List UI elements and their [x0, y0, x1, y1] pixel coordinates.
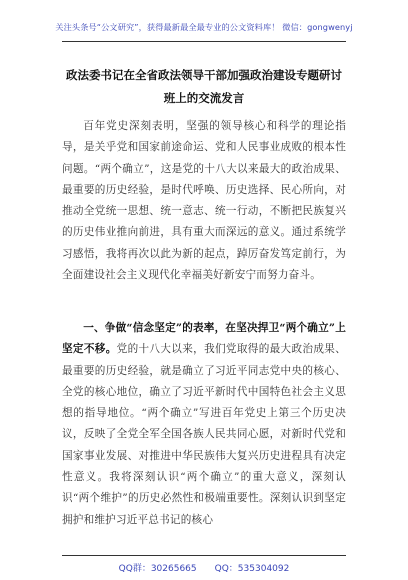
paragraph-section-1	[62, 318, 346, 531]
footer-divider	[62, 555, 346, 556]
section-1-heading: 一、争做“信念坚定”的表率，在坚决捍卫“两个确立”上坚定不移。	[62, 322, 346, 356]
paragraph-intro: 百年党史深刻表明，坚强的领导核心和科学的理论指导，是关乎党和国家前途命运、党和人民事业成败的根本性问题。“两个确立”，这是党的十八大以来最大的政治成果、最重要的历史经验，是时代呼唤、历史选择、民心所向，对推动全党统一思想、统一意志、统一行动，不断把民族复兴的历史伟业推向前进，具有重大而深远的意义。通过系统学习感悟，我将再次以此为新的起点，踔厉奋发笃定前行，为全面建设社会主义现代化幸福美好新安宁而努力奋斗。	[62, 120, 346, 282]
footer-qq: QQ：535304092	[214, 564, 290, 574]
header-banner: 关注头条号“公文研究”，获得最新最全最专业的公文资料库！ 微信：gongwenyj	[55, 22, 353, 32]
footer	[0, 561, 408, 574]
section-1-body: 党的十八大以来，我们党取得的最大政治成果、最重要的历史经验，就是确立了习近平同志党中央的核心、全党的核心地位，确立了习近平新时代中国特色社会主义思想的指导地位。“两个确立”写进百年党史上第三个历史决议，反映了全党全军全国各族人民共同心愿，对新时代党和国家事业发展、对推进中华民族伟大复兴历史进程具有决定性意义。我将深刻认识“两个确立”的重大意义，深刻认识“两个维护”的历史必然性和极端重要性。深刻认识到坚定拥护和维护习近平总书记的核心	[62, 343, 346, 526]
footer-qq-group: QQ群：30265665	[118, 564, 197, 574]
header-divider	[62, 41, 346, 42]
document-title: 政法委书记在全省政法领导干部加强政治建设专题研讨班上的交流发言	[66, 68, 342, 105]
